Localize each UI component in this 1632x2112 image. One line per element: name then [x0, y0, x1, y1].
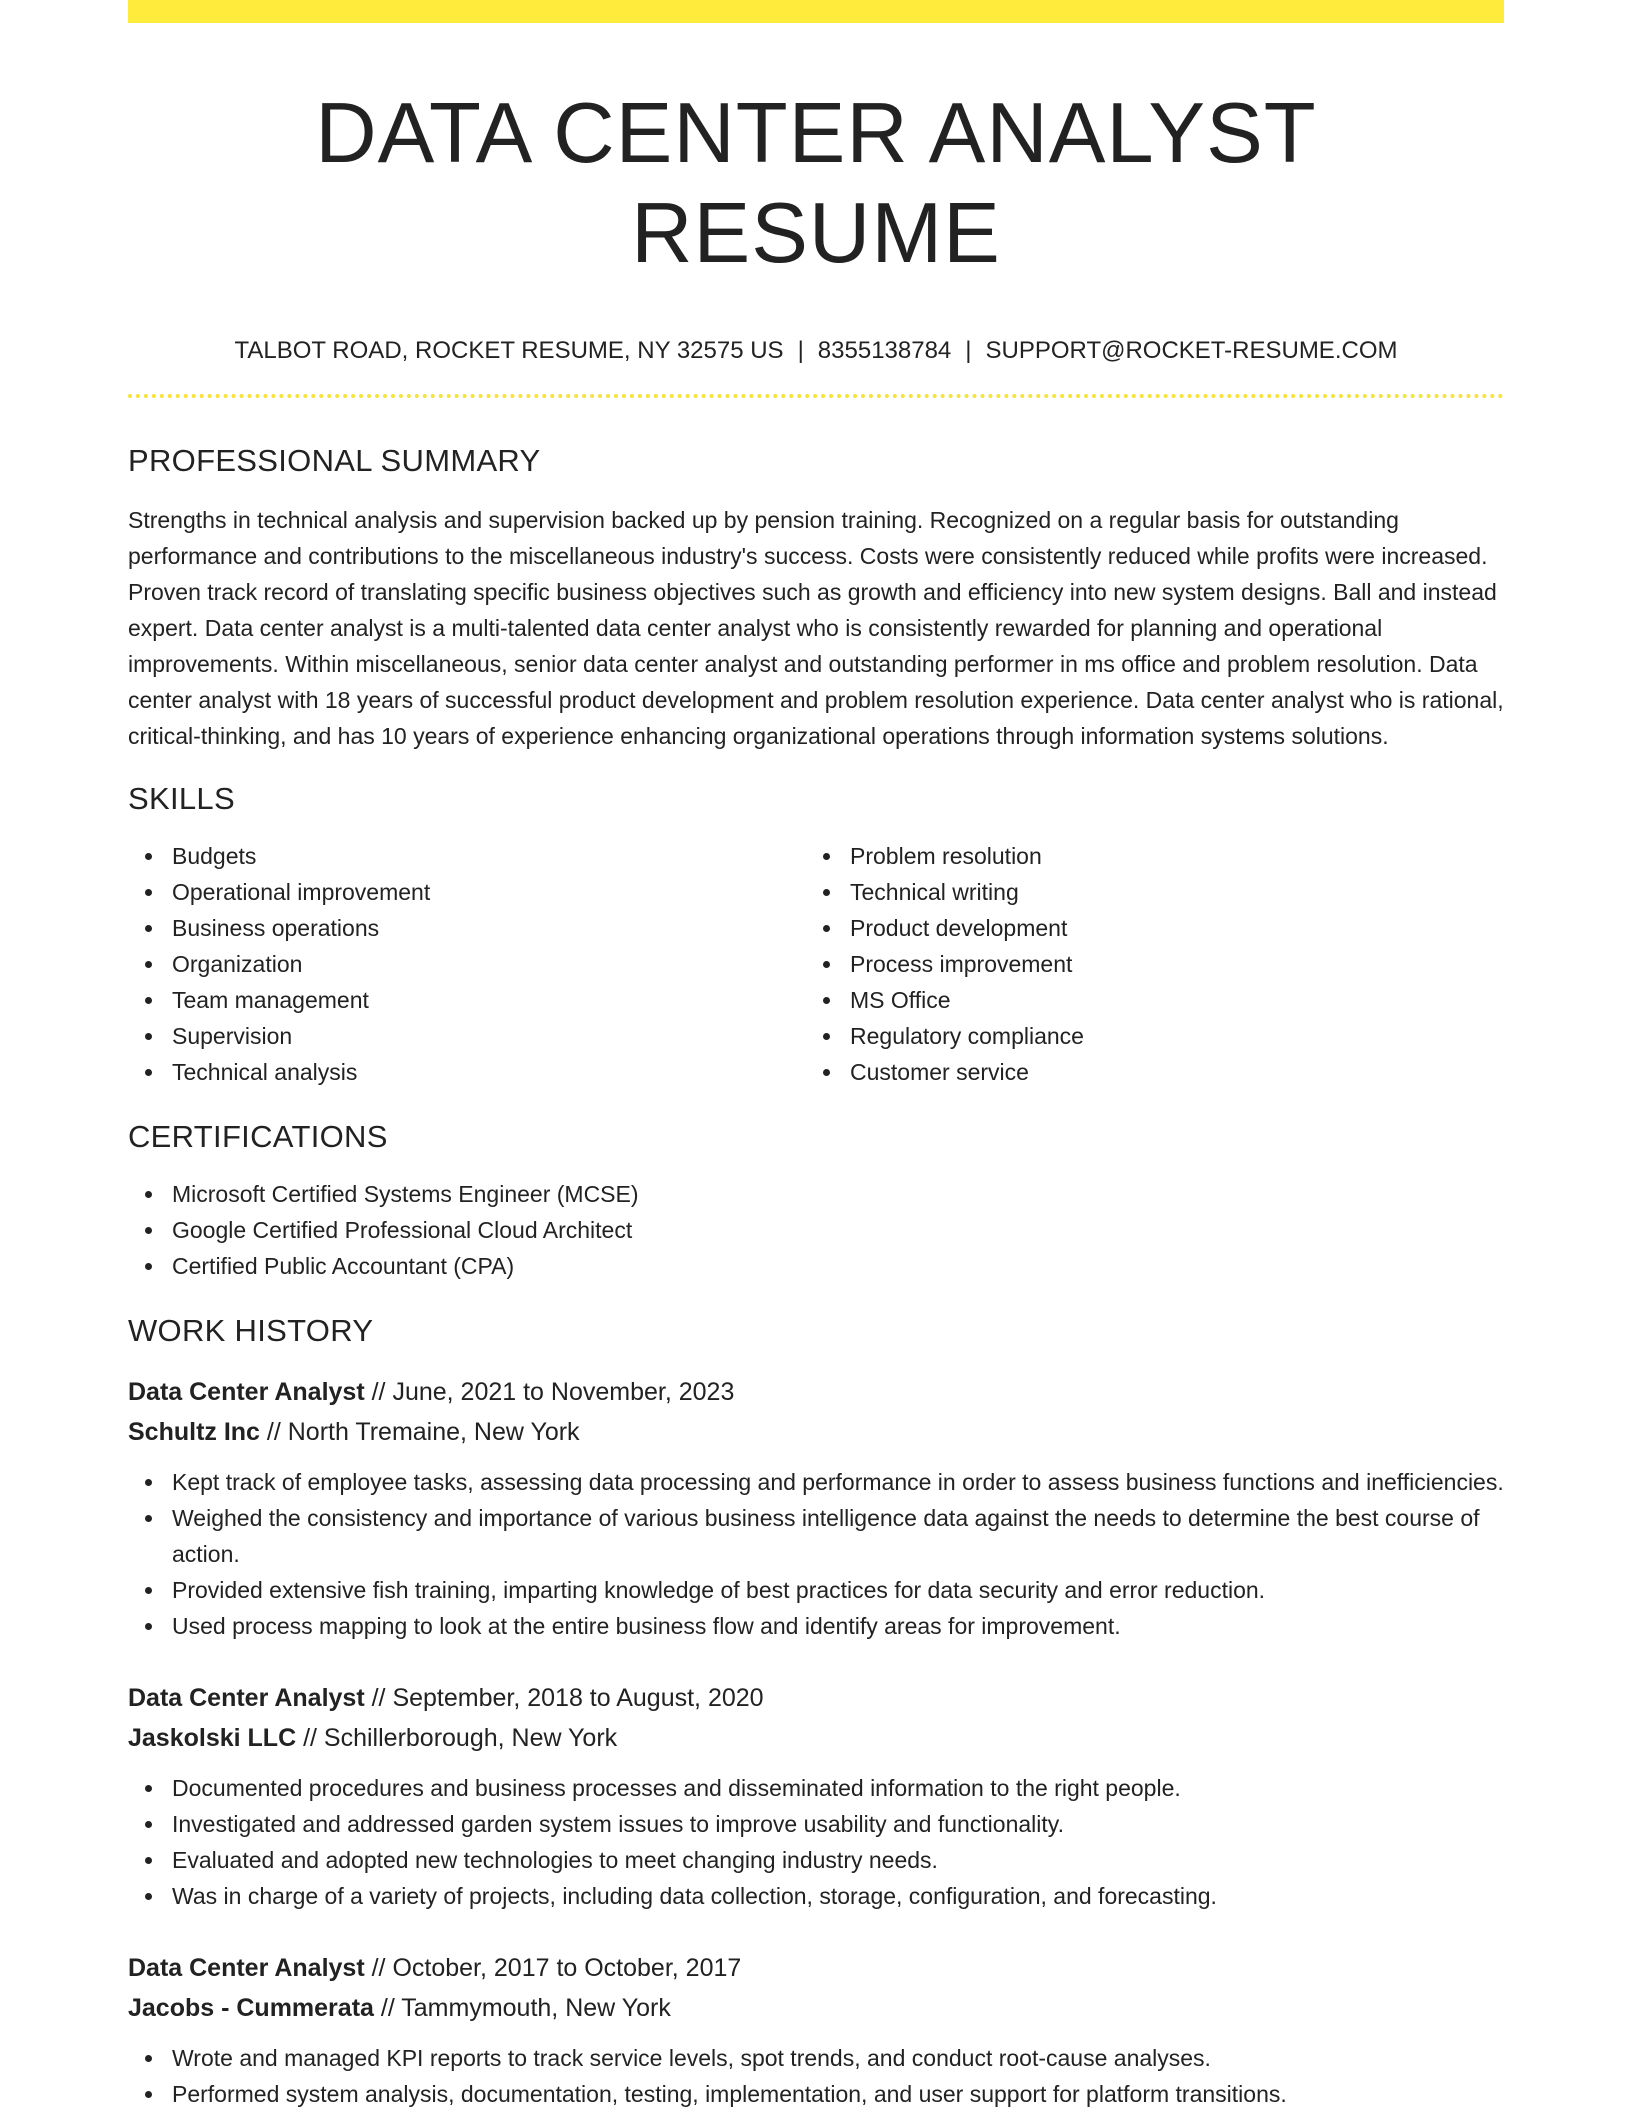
job-company: Jaskolski LLC: [128, 1724, 297, 1752]
header-divider: [128, 394, 1504, 398]
job-title-line: [128, 1678, 1504, 1718]
certification-item: Certified Public Accountant (CPA): [128, 1248, 1504, 1284]
skill-item: Process improvement: [806, 946, 1484, 982]
job-location: // Schillerborough, New York: [296, 1724, 618, 1752]
resume-page: [128, 0, 1504, 2112]
job-company: Schultz Inc: [128, 1418, 260, 1446]
skills-left-column: [128, 838, 806, 1090]
job-bullet: Provided extensive fish training, imparting knowledge of best practices for data security and error reduction.: [128, 1572, 1504, 1608]
skill-item: Technical analysis: [128, 1054, 806, 1090]
summary-heading: PROFESSIONAL SUMMARY: [128, 443, 541, 478]
certification-item: Google Certified Professional Cloud Architect: [128, 1212, 1504, 1248]
job-company-line: [128, 1988, 1504, 2028]
skill-item: Regulatory compliance: [806, 1018, 1484, 1054]
job-title: Data Center Analyst: [128, 1954, 365, 1982]
address: TALBOT ROAD, ROCKET RESUME, NY 32575 US: [234, 337, 784, 364]
certifications-list: [128, 1176, 1504, 1284]
job-bullet: Investigated and addressed garden system issues to improve usability and functionality.: [128, 1806, 1504, 1842]
job-entry: [128, 1948, 1504, 2112]
skill-item: Budgets: [128, 838, 806, 874]
job-bullet: Used process mapping to look at the entire business flow and identify areas for improvement.: [128, 1608, 1504, 1644]
email: SUPPORT@ROCKET-RESUME.COM: [985, 337, 1398, 364]
skills-grid: [128, 838, 1504, 1090]
summary-text: Strengths in technical analysis and supervision backed up by pension training. Recognized on a regular basis for outstanding performance and contributions to the miscellaneous industry's success. Costs were consistently reduced while profits were increased. Proven track record of translating specific business objectives such as growth and efficiency into new system designs. Ball and instead expert. Data center analyst is a multi-talented data center analyst who is consistently rewarded for planning and operational improvements. Within miscellaneous, senior data center analyst and outstanding performer in ms office and problem resolution. Data center analyst with 18 years of successful product development and problem resolution experience. Data center analyst who is rational, critical-thinking, and has 10 years of experience enhancing organizational operations through information systems solutions.: [128, 507, 1504, 749]
skills-heading: SKILLS: [128, 781, 235, 816]
contact-line: [128, 336, 1504, 366]
work-history-heading: WORK HISTORY: [128, 1313, 374, 1348]
skill-item: Customer service: [806, 1054, 1484, 1090]
job-bullets: [128, 1464, 1504, 1644]
job-dates: // September, 2018 to August, 2020: [364, 1684, 764, 1712]
skill-item: Problem resolution: [806, 838, 1484, 874]
skill-item: Operational improvement: [128, 874, 806, 910]
job-bullet: Evaluated and adopted new technologies to meet changing industry needs.: [128, 1842, 1504, 1878]
phone: 8355138784: [817, 337, 952, 364]
skill-item: Business operations: [128, 910, 806, 946]
contact-separator: |: [797, 337, 804, 364]
job-bullet: Performed system analysis, documentation, testing, implementation, and user support for platform transitions.: [128, 2076, 1504, 2112]
job-bullet: Wrote and managed KPI reports to track service levels, spot trends, and conduct root-cause analyses.: [128, 2040, 1504, 2076]
certification-item: Microsoft Certified Systems Engineer (MCSE): [128, 1176, 1504, 1212]
certifications-heading: CERTIFICATIONS: [128, 1119, 388, 1154]
skill-item: Technical writing: [806, 874, 1484, 910]
job-company-line: [128, 1718, 1504, 1758]
job-bullet: Weighed the consistency and importance of various business intelligence data against the needs to determine the best course of action.: [128, 1500, 1504, 1572]
job-bullet: Documented procedures and business processes and disseminated information to the right people.: [128, 1770, 1504, 1806]
job-company-line: [128, 1412, 1504, 1452]
job-location: // North Tremaine, New York: [259, 1418, 580, 1446]
skills-right-column: [806, 838, 1484, 1090]
job-title: Data Center Analyst: [128, 1378, 365, 1406]
job-bullet: Kept track of employee tasks, assessing data processing and performance in order to assess business functions and inefficiencies.: [128, 1464, 1504, 1500]
job-dates: // October, 2017 to October, 2017: [364, 1954, 742, 1982]
job-title-line: [128, 1948, 1504, 1988]
job-bullet: Was in charge of a variety of projects, including data collection, storage, configuration, and forecasting.: [128, 1878, 1504, 1914]
accent-bar: [128, 0, 1504, 23]
job-location: // Tammymouth, New York: [373, 1994, 671, 2022]
job-company: Jacobs - Cummerata: [128, 1994, 374, 2022]
job-bullets: [128, 1770, 1504, 1914]
job-dates: // June, 2021 to November, 2023: [364, 1378, 735, 1406]
skill-item: Supervision: [128, 1018, 806, 1054]
job-title: Data Center Analyst: [128, 1684, 365, 1712]
resume-title: DATA CENTER ANALYST RESUME: [315, 86, 1317, 281]
job-bullets: [128, 2040, 1504, 2112]
job-entry: [128, 1372, 1504, 1644]
job-entry: [128, 1678, 1504, 1914]
skill-item: Product development: [806, 910, 1484, 946]
contact-separator: |: [965, 337, 972, 364]
skill-item: Team management: [128, 982, 806, 1018]
skill-item: MS Office: [806, 982, 1484, 1018]
skill-item: Organization: [128, 946, 806, 982]
job-title-line: [128, 1372, 1504, 1412]
